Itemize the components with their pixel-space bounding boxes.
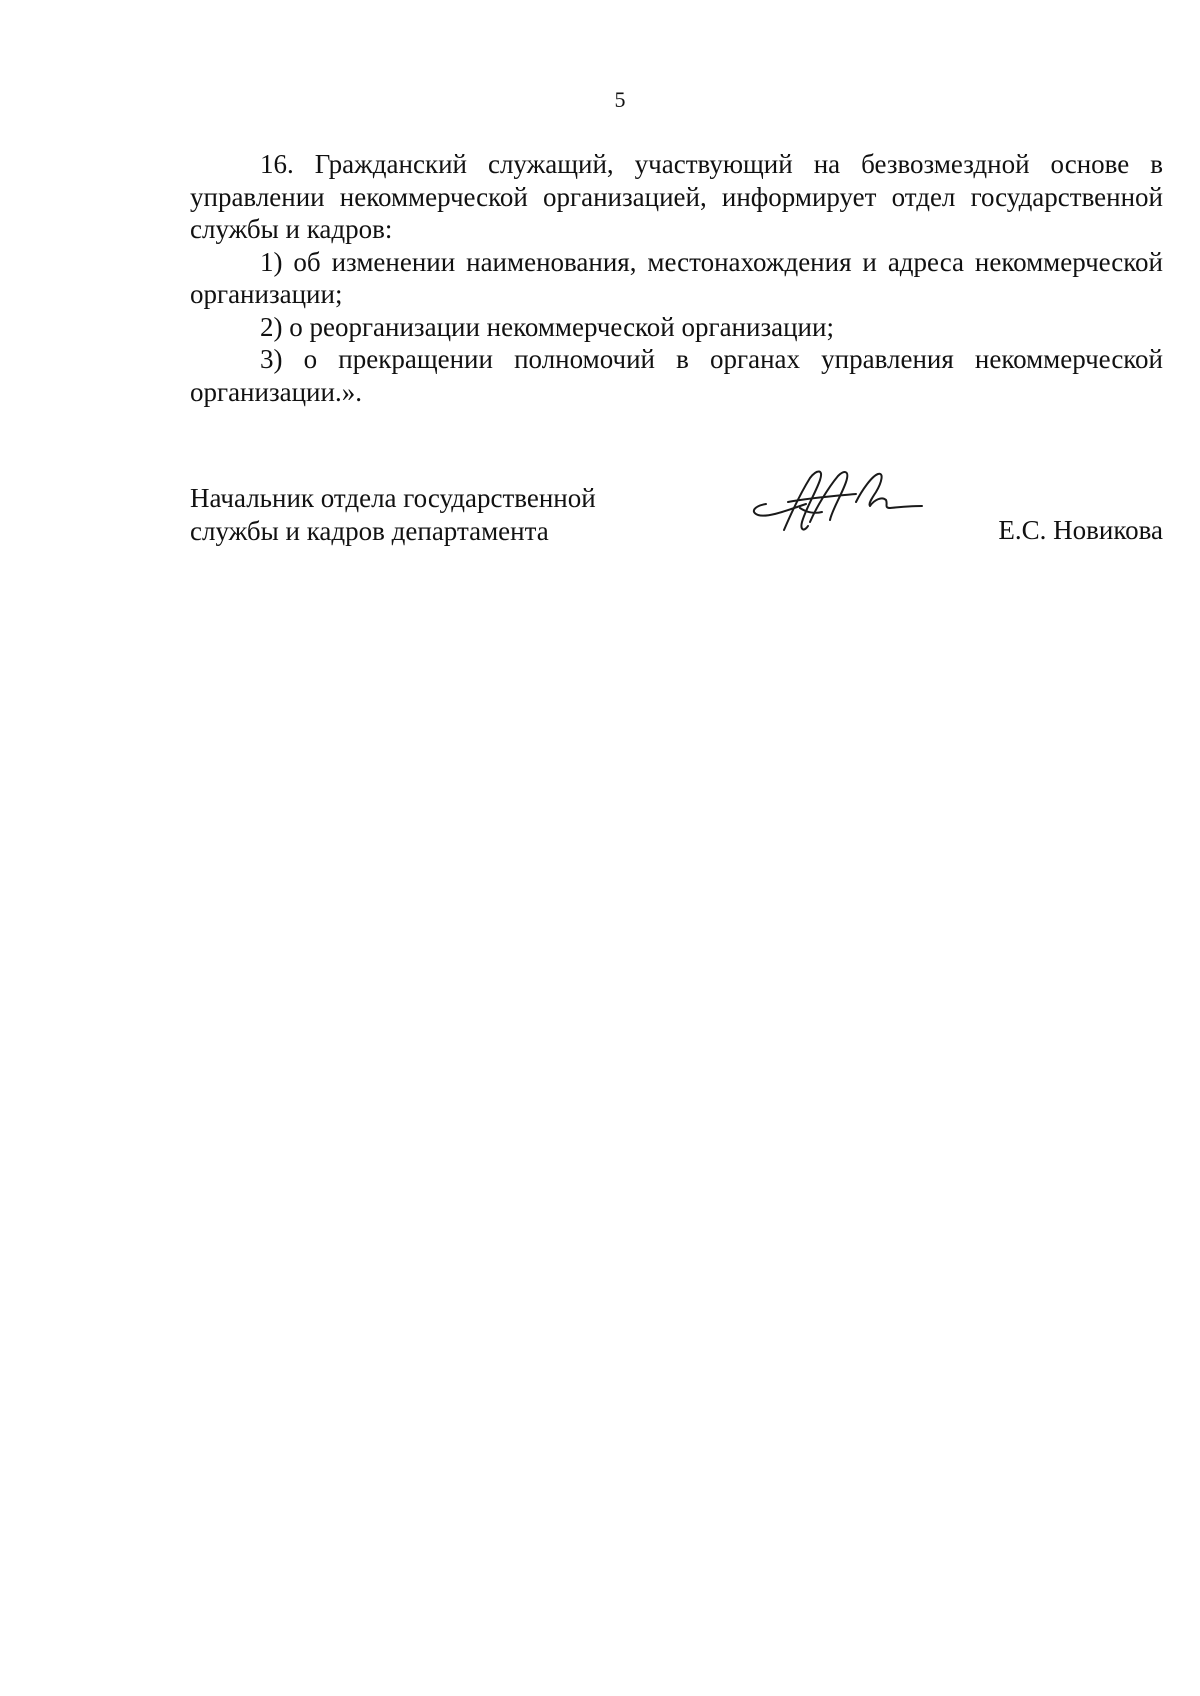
signer-name: Е.С. Новикова bbox=[998, 515, 1163, 545]
signer-position-line-1: Начальник отдела государственной bbox=[190, 483, 596, 513]
signer-position-line-2: службы и кадров департамента bbox=[190, 515, 549, 546]
handwritten-signature-icon bbox=[744, 460, 928, 540]
document-body bbox=[190, 148, 1163, 408]
paragraph-16: 16. Гражданский служащий, участвующий на безвозмездной основе в управлении некоммерческой организацией, информирует отдел государственной службы и кадров: bbox=[190, 149, 1163, 244]
signer-position bbox=[190, 482, 670, 547]
list-item-2: 2) о реорганизации некоммерческой организации; bbox=[260, 311, 834, 342]
list-item-3: 3) о прекращении полномочий в органах управления некоммерческой организации.». bbox=[190, 344, 1163, 407]
signature-block bbox=[190, 482, 1163, 562]
page-number: 5 bbox=[614, 87, 626, 112]
list-item-1: 1) об изменении наименования, местонахождения и адреса некоммерческой организации; bbox=[190, 246, 1163, 309]
